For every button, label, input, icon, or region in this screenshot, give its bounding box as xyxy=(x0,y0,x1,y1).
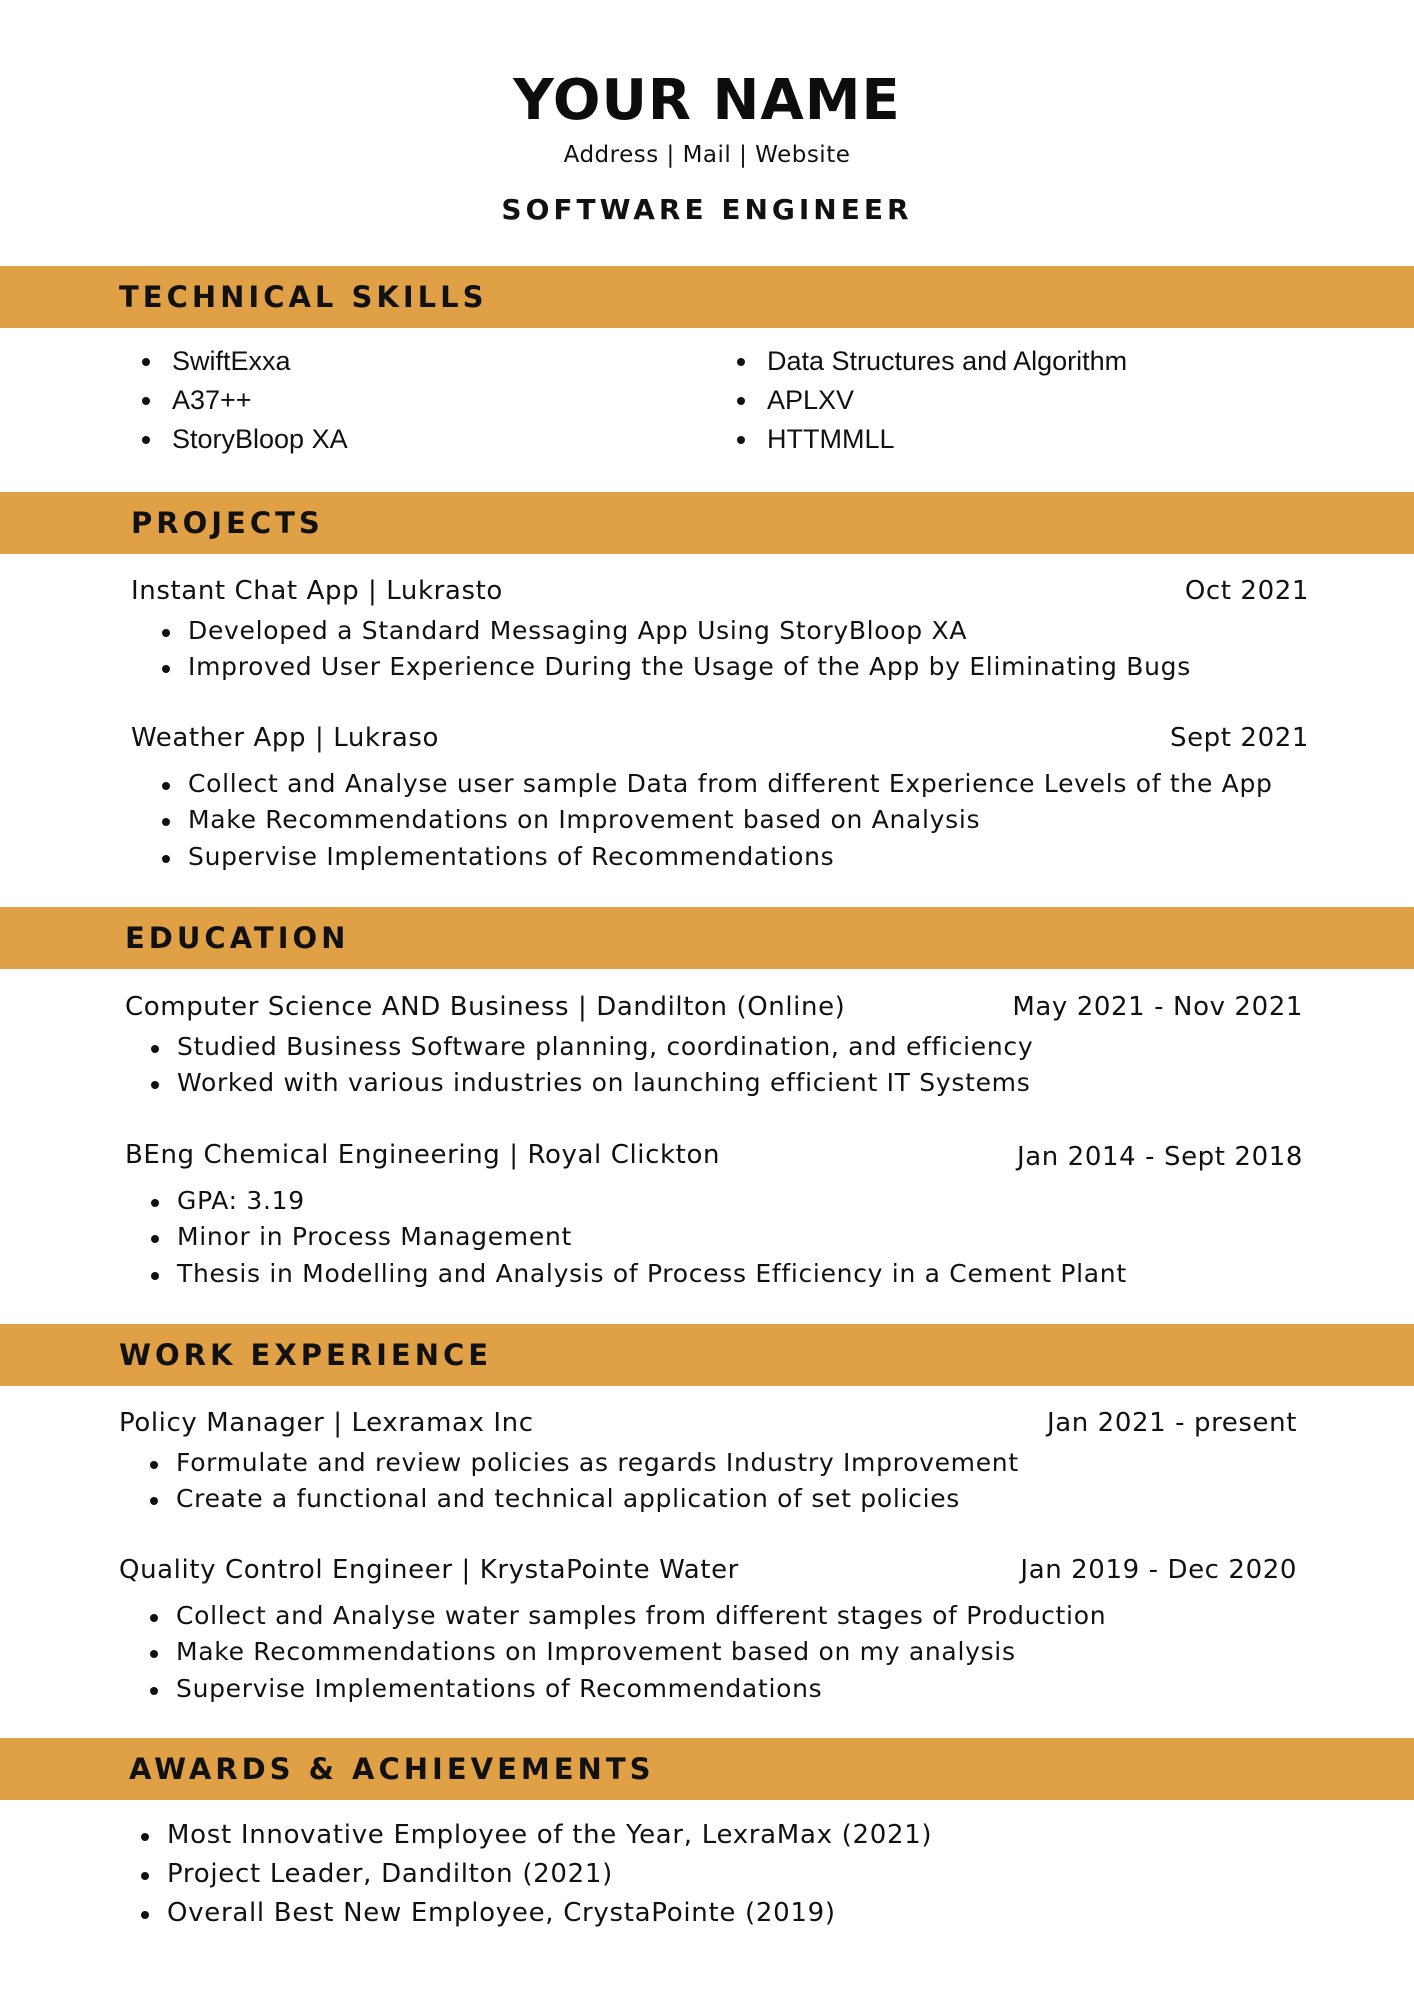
project-bullet: Collect and Analyse user sample Data from different Experience Levels of the App xyxy=(188,769,1273,798)
education-bullet: Studied Business Software planning, coordination, and efficiency xyxy=(177,1032,1034,1061)
skill-item: APLXV xyxy=(767,385,855,415)
section-band-projects xyxy=(0,492,1414,554)
section-band-education xyxy=(0,907,1414,969)
project-date: Oct 2021 xyxy=(1184,576,1309,606)
work-title: Policy Manager | Lexramax Inc xyxy=(119,1408,534,1438)
skill-item: SwiftExxa xyxy=(172,346,291,376)
work-title: Quality Control Engineer | KrystaPointe Water xyxy=(119,1555,739,1585)
project-title: Weather App | Lukraso xyxy=(131,723,440,753)
project-date: Sept 2021 xyxy=(1169,723,1309,753)
education-bullet: GPA: 3.19 xyxy=(177,1186,305,1215)
section-title-work-experience: WORK EXPERIENCE xyxy=(119,1338,493,1372)
resume-name: YOUR NAME xyxy=(513,68,901,133)
work-date: Jan 2019 - Dec 2020 xyxy=(1020,1555,1297,1585)
contact-line: Address | Mail | Website xyxy=(563,142,851,168)
education-title: Computer Science AND Business | Dandilton (Online) xyxy=(125,992,846,1022)
section-title-awards: AWARDS & ACHIEVEMENTS xyxy=(129,1752,655,1786)
education-bullet: Worked with various industries on launching efficient IT Systems xyxy=(177,1068,1031,1097)
section-title-technical-skills: TECHNICAL SKILLS xyxy=(119,280,488,314)
work-bullet: Collect and Analyse water samples from different stages of Production xyxy=(176,1601,1107,1630)
work-date: Jan 2021 - present xyxy=(1046,1408,1297,1438)
education-date: May 2021 - Nov 2021 xyxy=(1012,992,1303,1022)
education-bullet: Thesis in Modelling and Analysis of Process Efficiency in a Cement Plant xyxy=(177,1259,1127,1288)
education-date: Jan 2014 - Sept 2018 xyxy=(1016,1142,1303,1172)
skill-item: HTTMMLL xyxy=(767,424,895,454)
section-band-awards xyxy=(0,1738,1414,1800)
project-title: Instant Chat App | Lukrasto xyxy=(131,576,503,606)
job-role: SOFTWARE ENGINEER xyxy=(501,193,913,226)
education-title: BEng Chemical Engineering | Royal Clickton xyxy=(125,1140,721,1170)
education-bullet: Minor in Process Management xyxy=(177,1222,572,1251)
work-bullet: Create a functional and technical application of set policies xyxy=(176,1484,961,1513)
project-bullet: Developed a Standard Messaging App Using StoryBloop XA xyxy=(188,616,968,645)
section-band-work-experience xyxy=(0,1324,1414,1386)
award-item: Most Innovative Employee of the Year, LexraMax (2021) xyxy=(167,1820,933,1850)
award-item: Overall Best New Employee, CrystaPointe (2019) xyxy=(167,1898,836,1928)
skill-item: StoryBloop XA xyxy=(172,424,348,454)
section-band-technical-skills xyxy=(0,266,1414,328)
project-bullet: Improved User Experience During the Usage of the App by Eliminating Bugs xyxy=(188,652,1191,681)
section-title-projects: PROJECTS xyxy=(131,506,324,540)
skill-item: Data Structures and Algorithm xyxy=(767,346,1128,376)
project-bullet: Supervise Implementations of Recommendations xyxy=(188,842,835,871)
work-bullet: Supervise Implementations of Recommendations xyxy=(176,1674,823,1703)
skill-item: A37++ xyxy=(172,385,252,415)
work-bullet: Make Recommendations on Improvement based on my analysis xyxy=(176,1637,1016,1666)
section-title-education: EDUCATION xyxy=(125,921,350,955)
project-bullet: Make Recommendations on Improvement based on Analysis xyxy=(188,805,981,834)
work-bullet: Formulate and review policies as regards Industry Improvement xyxy=(176,1448,1019,1477)
award-item: Project Leader, Dandilton (2021) xyxy=(167,1859,613,1889)
